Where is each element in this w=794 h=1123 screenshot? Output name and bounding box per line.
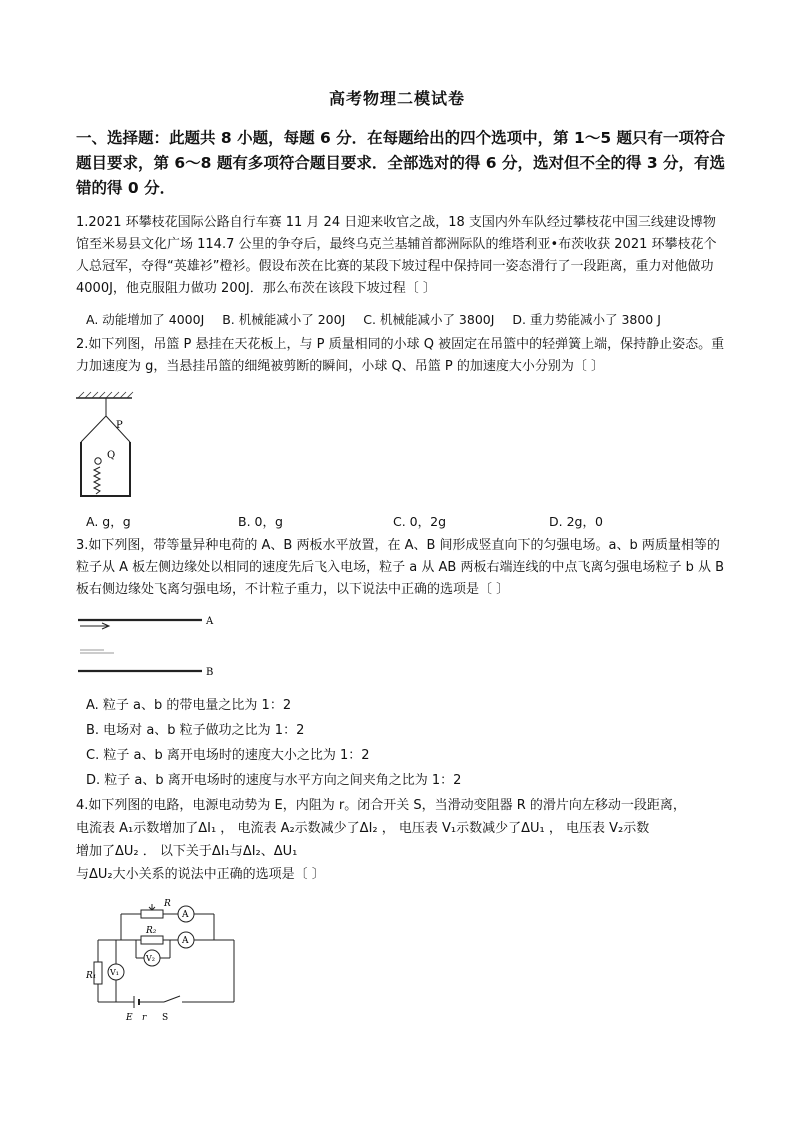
parallel-plates-figure xyxy=(74,610,224,682)
label-plate-a: A xyxy=(206,616,214,627)
label-r2: R₂ xyxy=(146,926,157,936)
q2-option-b: B. 0，g xyxy=(238,514,283,529)
question-4-line-2: 电流表 A₁示数增加了ΔI₁ ， 电流表 A₂示数减少了ΔI₂ ， 电压表 V₁示数减少了ΔU₁ ， 电压表 V₂示数 xyxy=(76,821,650,836)
q3-option-c: C. 粒子 a、b 离开电场时的速度大小之比为 1：2 xyxy=(86,748,370,763)
label-e: E xyxy=(126,1013,133,1023)
question-1-text: 1.2021 环攀枝花国际公路自行车赛 11 月 24 日迎来收官之战，18 支国内外车队经过攀枝花中国三线建设博物馆至米易县文化广场 114.7 公里的争夺后，最终乌克兰基辅首都洲际队的维塔利亚•布茨收获 2021 环攀枝花个人总冠军，夺得“英雄衫”橙衫。假设布茨在比赛的某段下坡过程中保持同一姿态滑行了一段距离，重力对他做功 4000J，他克服阻力做功 200J．那么布茨在该段下坡过程〔 〕 xyxy=(76,215,717,296)
label-r: R xyxy=(164,899,171,909)
label-plate-b: B xyxy=(206,667,214,678)
question-2-text: 2.如下列图，吊篮 P 悬挂在天花板上，与 P 质量相同的小球 Q 被固定在吊篮中的轻弹簧上端，保持静止姿态。重力加速度为 g，当悬挂吊篮的细绳被剪断的瞬间，小球 Q、吊篮 P 的加速度大小分别为〔 〕 xyxy=(76,337,725,374)
q1-option-c: C. 机械能减小了 3800J xyxy=(363,312,495,327)
question-4-line-4: 与ΔU₂大小关系的说法中正确的选项是〔 〕 xyxy=(76,867,325,882)
label-r1: R₁ xyxy=(86,971,97,981)
question-4-line-3: 增加了ΔU₂ ． 以下关于ΔI₁与ΔI₂、ΔU₁ xyxy=(76,844,298,859)
question-4-line-1: 4.如下列图的电路，电源电动势为 E，内阻为 r。闭合开关 S，当滑动变阻器 R 的滑片向左移动一段距离， xyxy=(76,798,686,813)
question-1-options xyxy=(86,309,726,331)
label-voltmeter-2: V₂ xyxy=(146,954,155,963)
q3-option-d: D. 粒子 a、b 离开电场时的速度与水平方向之间夹角之比为 1：2 xyxy=(86,773,462,788)
q2-option-a: A. g，g xyxy=(86,514,131,529)
page-title: 高考物理二模试卷 xyxy=(328,89,465,108)
label-q: Q xyxy=(107,450,116,461)
q3-option-a: A. 粒子 a、b 的带电量之比为 1：2 xyxy=(86,698,292,713)
label-p: P xyxy=(116,420,123,431)
hanging-basket-figure xyxy=(72,390,152,502)
circuit-figure xyxy=(86,896,246,1026)
q2-option-c: C. 0，2g xyxy=(393,514,447,529)
label-s: S xyxy=(162,1013,169,1023)
q1-option-d: D. 重力势能减小了 3800 J xyxy=(512,312,661,327)
section-instructions: 一、选择题：此题共 8 小题，每题 6 分．在每题给出的四个选项中，第 1～5 题只有一项符合题目要求，第 6～8 题有多项符合题目要求．全部选对的得 6 分，选对但不全的得 3 分，有选错的得 0 分． xyxy=(76,129,726,197)
label-ammeter-1: A xyxy=(182,910,189,920)
q1-option-b: B. 机械能减小了 200J xyxy=(222,312,346,327)
label-voltmeter-1: V₁ xyxy=(110,968,119,977)
q2-option-d: D. 2g，0 xyxy=(549,514,603,529)
label-r-internal: r xyxy=(142,1013,147,1023)
label-ammeter-2: A xyxy=(182,936,189,946)
question-3-text: 3.如下列图，带等量异种电荷的 A、B 两板水平放置，在 A、B 间形成竖直向下的匀强电场。a、b 两质量相等的粒子从 A 板左侧边缘处以相同的速度先后飞入电场，粒子 a 从 AB 两板右端连线的中点飞离匀强电场粒子 b 从 B 板右侧边缘处飞离匀强电场，不计粒子重力，以下说法中正确的选项是〔 〕 xyxy=(76,538,725,597)
q3-option-b: B. 电场对 a、b 粒子做功之比为 1：2 xyxy=(86,723,305,738)
q1-option-a: A. 动能增加了 4000J xyxy=(86,312,205,327)
